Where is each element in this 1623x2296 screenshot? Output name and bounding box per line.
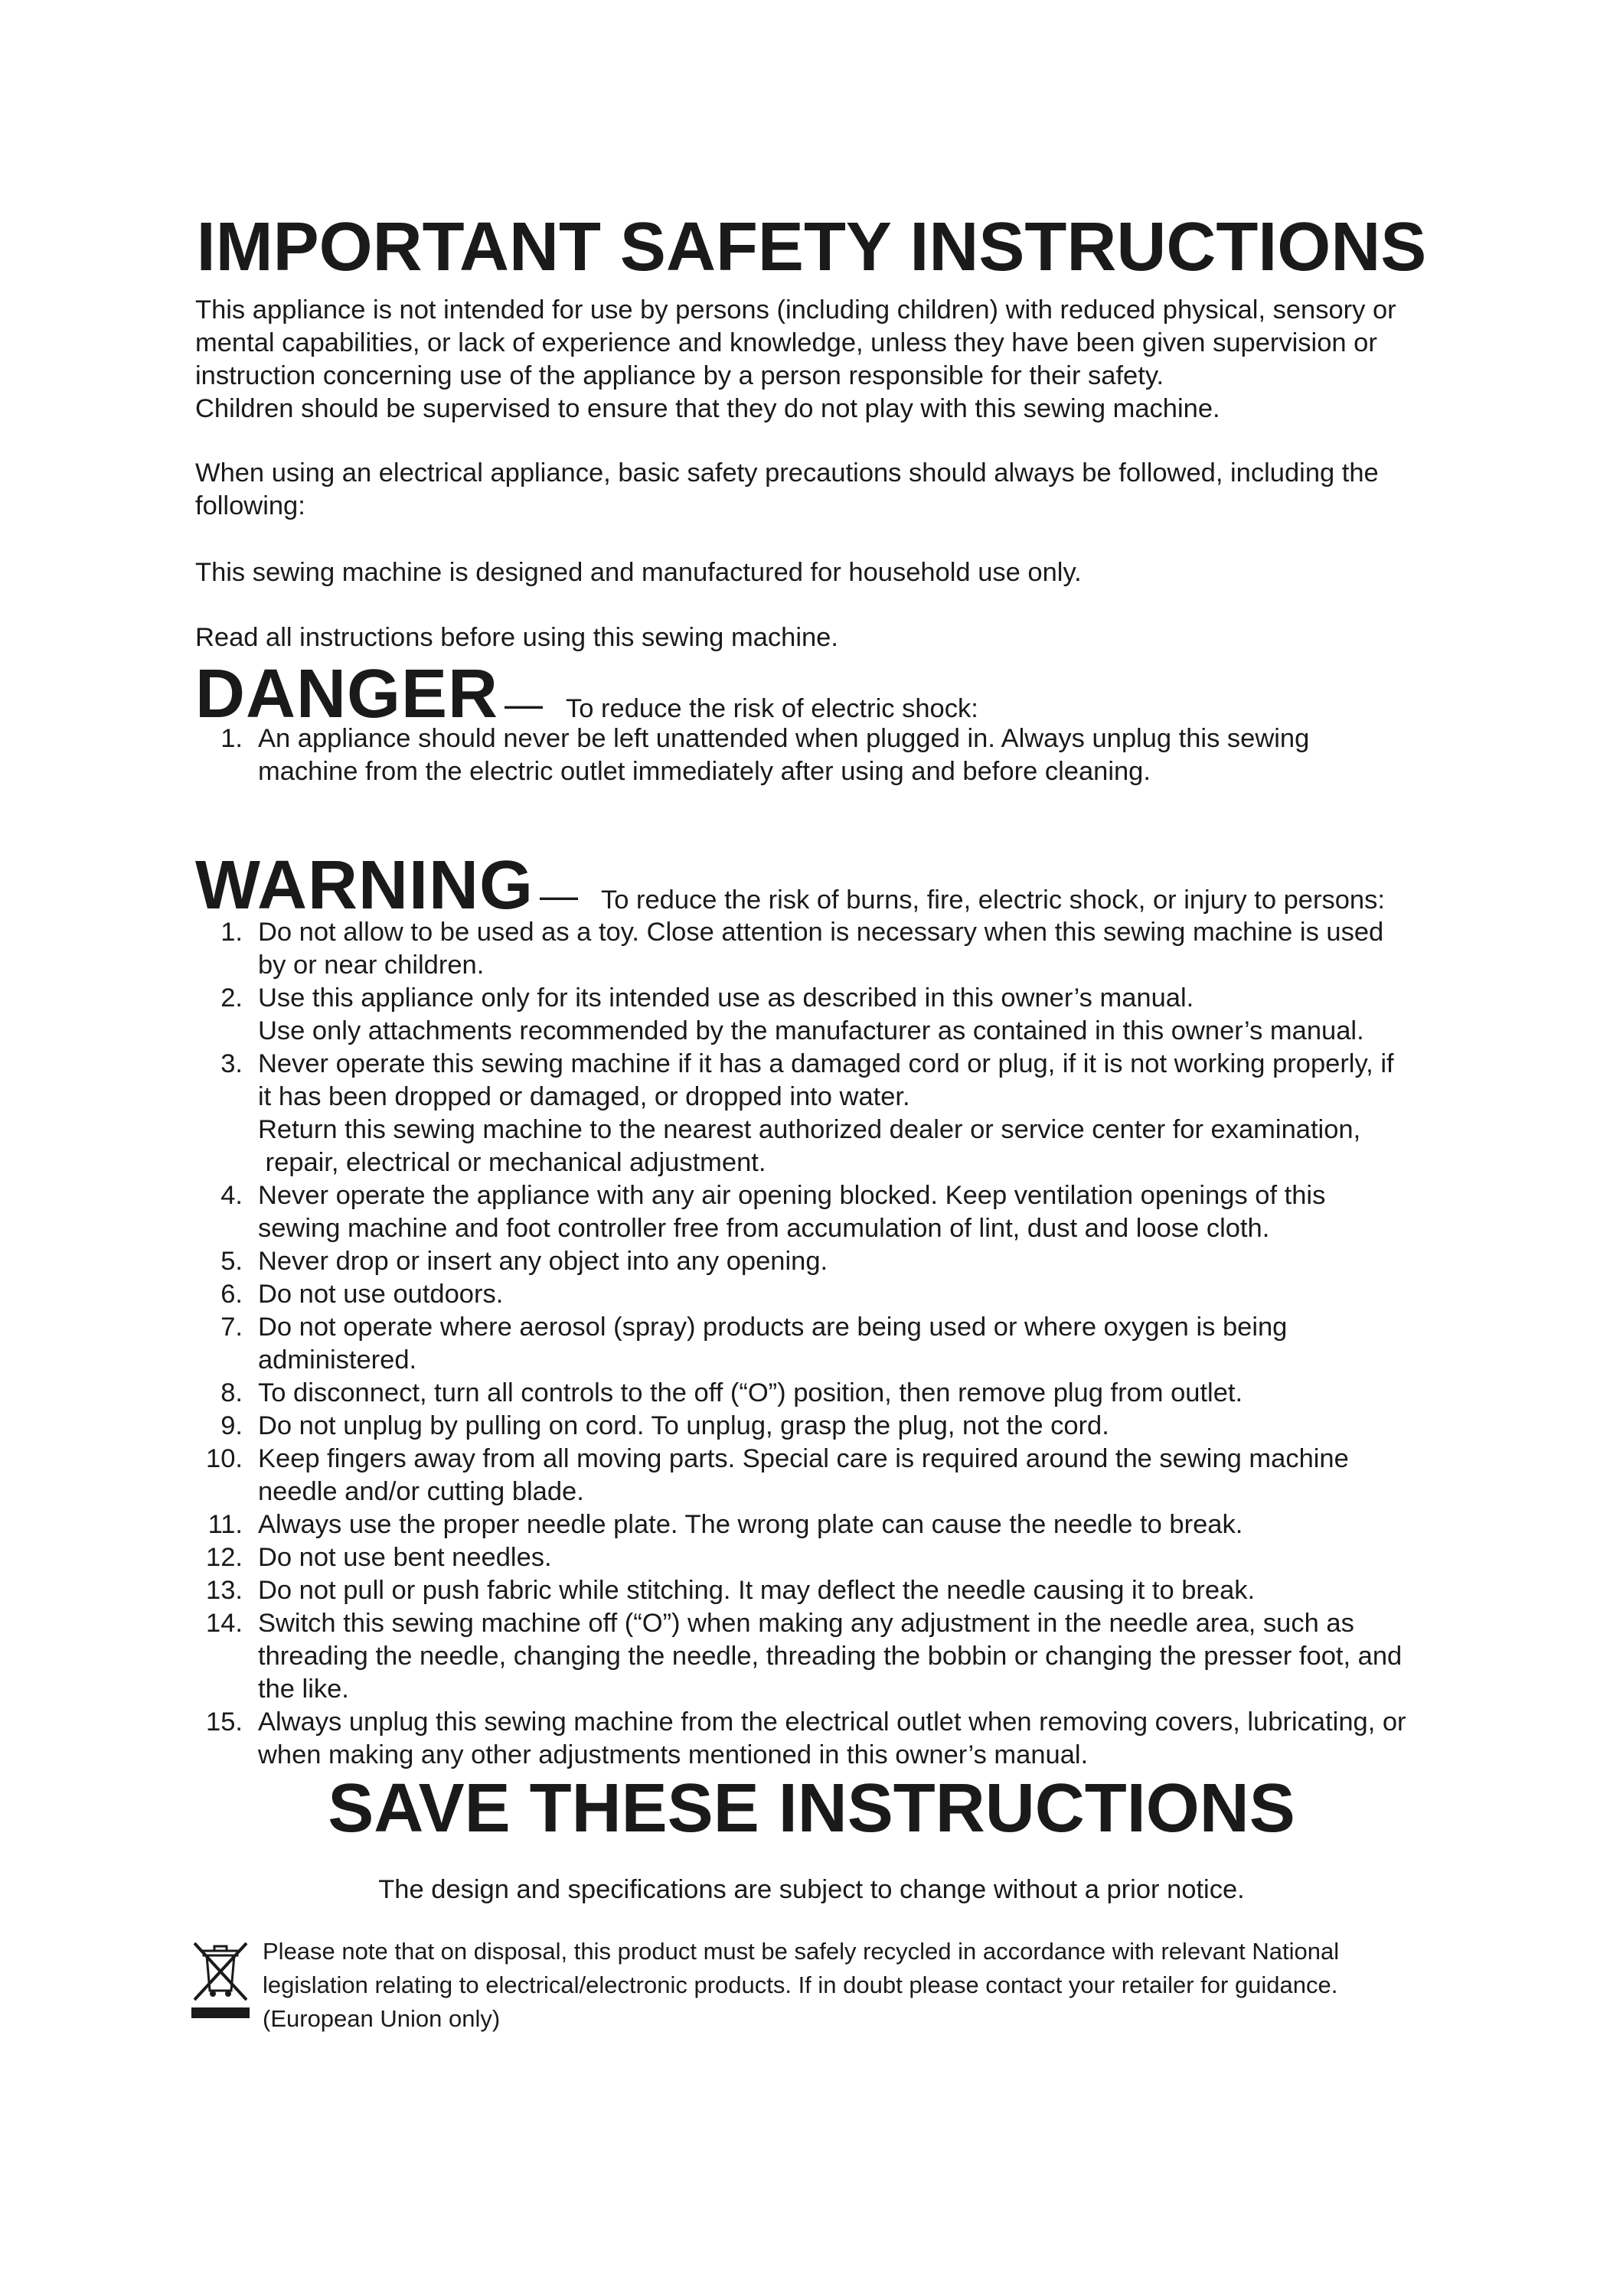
list-item-number: 3. xyxy=(220,1049,243,1078)
list-item-text: Do not unplug by pulling on cord. To unplug, grasp the plug, not the cord. xyxy=(258,1411,1109,1440)
list-item-text: To disconnect, turn all controls to the off (“O”) position, then remove plug from outlet. xyxy=(258,1378,1243,1407)
warning-word: WARNING xyxy=(195,847,534,924)
warning-heading xyxy=(195,847,1385,924)
list-item-text: sewing machine and foot controller free from accumulation of lint, dust and loose cloth. xyxy=(258,1214,1270,1243)
list-item-text: threading the needle, changing the needle, threading the bobbin or changing the presser foot, and xyxy=(258,1642,1403,1671)
list-item-text: the like. xyxy=(258,1675,349,1704)
danger-subtitle: To reduce the risk of electric shock: xyxy=(566,694,978,723)
list-item-text: administered. xyxy=(258,1345,417,1375)
danger-list xyxy=(195,722,1466,788)
warning-list xyxy=(195,916,1466,1772)
intro-line: instruction concerning use of the appliance by a person responsible for their safety. xyxy=(195,361,1164,390)
disposal-line: (European Union only) xyxy=(263,2005,501,2032)
list-item-number: 13. xyxy=(206,1576,243,1605)
list-item-text: Switch this sewing machine off (“O”) when making any adjustment in the needle area, such as xyxy=(258,1609,1354,1638)
danger-heading xyxy=(195,656,978,732)
list-item-text: Return this sewing machine to the nearest authorized dealer or service center for examination, xyxy=(258,1115,1361,1144)
list-item-text: Never operate the appliance with any air opening blocked. Keep ventilation openings of this xyxy=(258,1181,1326,1210)
list-item-text: machine from the electric outlet immediately after using and before cleaning. xyxy=(258,757,1151,786)
list-item-text: Use this appliance only for its intended use as described in this owner’s manual. xyxy=(258,983,1194,1013)
list-item xyxy=(195,1245,1466,1278)
list-item xyxy=(195,1278,1466,1311)
list-item-text: Do not use bent needles. xyxy=(258,1543,552,1572)
list-item-number: 8. xyxy=(220,1378,243,1407)
list-item xyxy=(195,1377,1466,1410)
list-item-text: Do not pull or push fabric while stitching. It may deflect the needle causing it to break. xyxy=(258,1576,1256,1605)
intro-line: When using an electrical appliance, basic safety precautions should always be followed, including the xyxy=(195,458,1379,488)
list-item-text: Use only attachments recommended by the manufacturer as contained in this owner’s manual. xyxy=(258,1016,1364,1045)
list-item-text: Do not allow to be used as a toy. Close attention is necessary when this sewing machine is used xyxy=(258,918,1384,947)
list-item-number: 9. xyxy=(220,1411,243,1440)
list-item-number: 5. xyxy=(220,1247,243,1276)
disposal-note xyxy=(263,1935,1487,2036)
intro-line: This appliance is not intended for use by persons (including children) with reduced physical, sensory or xyxy=(195,295,1396,325)
list-item-text: An appliance should never be left unattended when plugged in. Always unplug this sewing xyxy=(258,724,1310,753)
intro-paragraph-2 xyxy=(195,457,1466,523)
list-item-text: Keep fingers away from all moving parts. Special care is required around the sewing machine xyxy=(258,1444,1349,1473)
danger-dash: — xyxy=(505,683,544,726)
list-item-text: Do not operate where aerosol (spray) products are being used or where oxygen is being xyxy=(258,1313,1288,1342)
danger-word: DANGER xyxy=(195,656,499,732)
intro-paragraph-3: This sewing machine is designed and manufactured for household use only. xyxy=(195,558,1082,587)
list-item xyxy=(195,982,1466,1048)
list-item-number: 4. xyxy=(220,1181,243,1210)
list-item xyxy=(195,1607,1466,1706)
list-item-number: 15. xyxy=(206,1707,243,1737)
disposal-line: legislation relating to electrical/electronic products. If in doubt please contact your retailer for guidance. xyxy=(263,1971,1338,1998)
list-item-text: Always use the proper needle plate. The wrong plate can cause the needle to break. xyxy=(258,1510,1243,1539)
intro-line: mental capabilities, or lack of experience and knowledge, unless they have been given supervision or xyxy=(195,328,1377,357)
intro-line: Children should be supervised to ensure that they do not play with this sewing machine. xyxy=(195,394,1220,423)
list-item xyxy=(195,1410,1466,1443)
list-item xyxy=(195,1311,1466,1377)
list-item xyxy=(195,1706,1466,1772)
list-item-number: 6. xyxy=(220,1280,243,1309)
list-item-number: 10. xyxy=(206,1444,243,1473)
list-item xyxy=(195,1179,1466,1245)
intro-paragraph-4: Read all instructions before using this sewing machine. xyxy=(195,623,838,652)
list-item-number: 14. xyxy=(206,1609,243,1638)
list-item xyxy=(195,722,1466,788)
weee-crossed-out-bin-icon xyxy=(191,1940,250,2020)
save-instructions-title: SAVE THESE INSTRUCTIONS xyxy=(328,1770,1295,1847)
list-item xyxy=(195,1508,1466,1541)
list-item xyxy=(195,916,1466,982)
warning-subtitle: To reduce the risk of burns, fire, electric shock, or injury to persons: xyxy=(600,885,1385,915)
list-item-text: repair, electrical or mechanical adjustment. xyxy=(258,1148,766,1177)
list-item-text: Always unplug this sewing machine from the electrical outlet when removing covers, lubricating, or xyxy=(258,1707,1406,1737)
intro-paragraph-1 xyxy=(195,294,1466,426)
page-title: IMPORTANT SAFETY INSTRUCTIONS xyxy=(196,209,1427,285)
disposal-line: Please note that on disposal, this product must be safely recycled in accordance with relevant National xyxy=(263,1938,1340,1965)
list-item-number: 2. xyxy=(220,983,243,1013)
list-item xyxy=(195,1443,1466,1508)
list-item-text: needle and/or cutting blade. xyxy=(258,1477,584,1506)
list-item xyxy=(195,1541,1466,1574)
list-item-number: 12. xyxy=(206,1543,243,1572)
list-item-text: Never drop or insert any object into any opening. xyxy=(258,1247,828,1276)
list-item-number: 1. xyxy=(220,724,243,753)
list-item-number: 1. xyxy=(220,918,243,947)
list-item-number: 7. xyxy=(220,1313,243,1342)
intro-line: following: xyxy=(195,491,305,520)
list-item xyxy=(195,1574,1466,1607)
list-item-text: Do not use outdoors. xyxy=(258,1280,504,1309)
list-item-number: 11. xyxy=(207,1510,243,1539)
list-item-text: when making any other adjustments mentioned in this owner’s manual. xyxy=(258,1740,1089,1769)
list-item-text: Never operate this sewing machine if it has a damaged cord or plug, if it is not working properly, if xyxy=(258,1049,1394,1078)
list-item-text: it has been dropped or damaged, or dropped into water. xyxy=(258,1082,910,1111)
list-item-text: by or near children. xyxy=(258,951,485,980)
change-notice: The design and specifications are subject to change without a prior notice. xyxy=(378,1875,1245,1904)
list-item xyxy=(195,1048,1466,1179)
warning-dash: — xyxy=(539,874,578,917)
